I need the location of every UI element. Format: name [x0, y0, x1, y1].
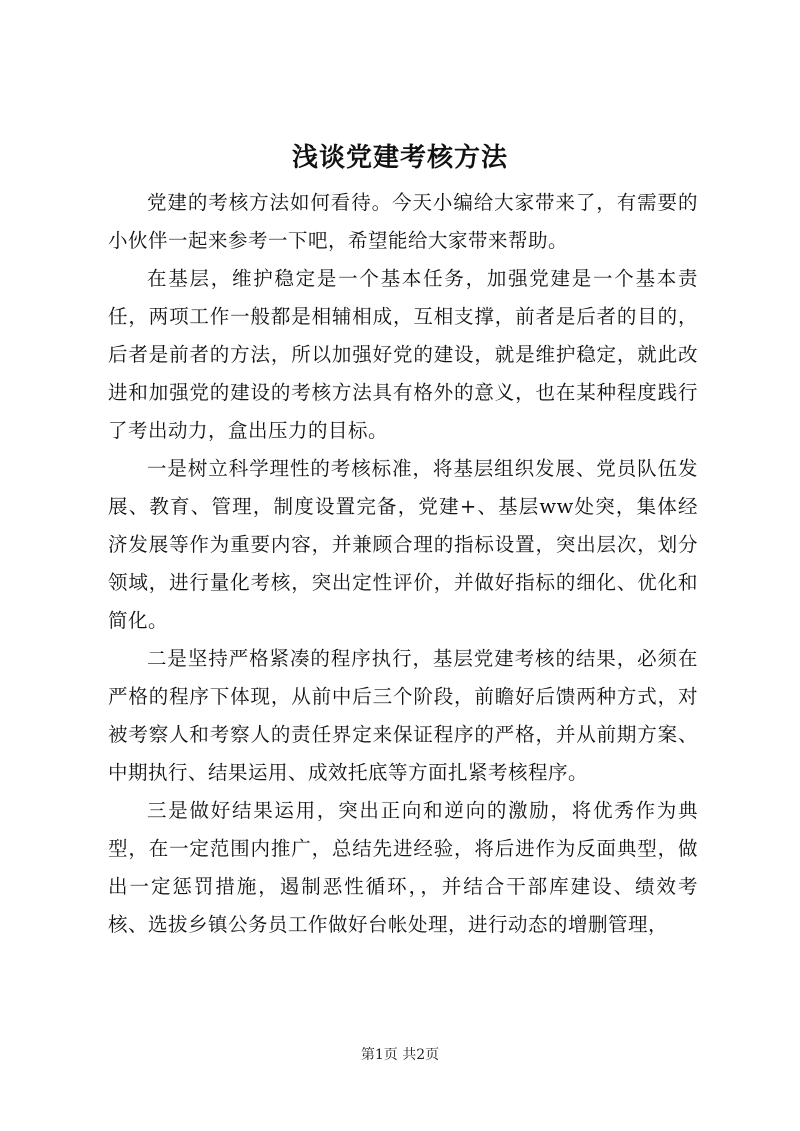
document-title: 浅谈党建考核方法: [291, 143, 508, 173]
paragraph: 一是树立科学理性的考核标准，将基层组织发展、党员队伍发展、教育、管理，制度设置完备，党建+、基层ww处突，集体经济发展等作为重要内容，并兼顾合理的指标设置，突出层次，划分领域，进行量化考核，突出定性评价，并做好指标的细化、优化和简化。: [108, 457, 698, 632]
paragraph: 二是坚持严格紧凑的程序执行，基层党建考核的结果，必须在严格的程序下体现，从前中后三个阶段，前瞻好后馈两种方式，对被考察人和考察人的责任界定来保证程序的严格，并从前期方案、中期执行、结果运用、成效托底等方面扎紧考核程序。: [108, 647, 698, 784]
paragraph: 党建的考核方法如何看待。今天小编给大家带来了，有需要的小伙伴一起来参考一下吧，希望能给大家带来帮助。: [108, 191, 698, 252]
paragraph: 三是做好结果运用，突出正向和逆向的激励，将优秀作为典型，在一定范围内推广，总结先进经验，将后进作为反面典型，做出一定惩罚措施，遏制恶性循环，，并结合干部库建设、绩效考核、选拔乡镇公务员工作做好台帐处理，进行动态的增删管理，: [108, 799, 698, 936]
document-body: [108, 184, 698, 944]
page-number-footer: 第1页 共2页: [360, 1047, 440, 1063]
paragraph: 在基层，维护稳定是一个基本任务，加强党建是一个基本责任，两项工作一般都是相辅相成，互相支撑，前者是后者的目的，后者是前者的方法，所以加强好党的建设，就是维护稳定，就此改进和加强党的建设的考核方法具有格外的意义，也在某种程度践行了考出动力，盒出压力的目标。: [108, 267, 698, 442]
